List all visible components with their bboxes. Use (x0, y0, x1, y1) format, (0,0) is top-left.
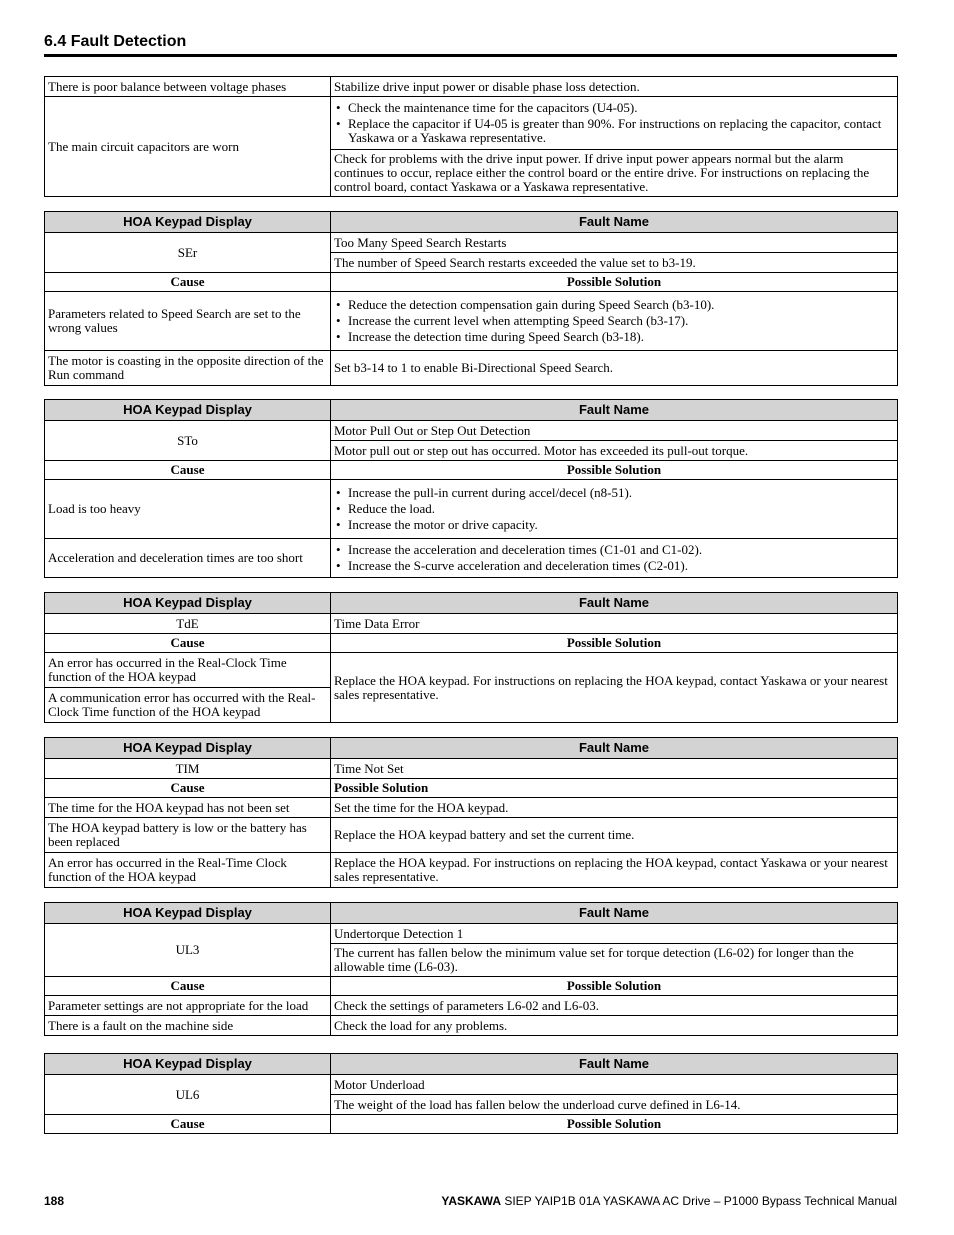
header-cause: Cause (45, 273, 331, 292)
header-solution: Possible Solution (331, 634, 898, 653)
fault-table-ul3 (44, 902, 898, 1036)
cause-cell: A communication error has occurred with the Real-Clock Time function of the HOA keypad (45, 688, 331, 723)
header-fault-name: Fault Name (331, 400, 898, 421)
fault-description: The current has fallen below the minimum value set for torque detection (L6-02) for longer than the allowable time (L6-03). (331, 944, 898, 977)
brand-name: YASKAWA (441, 1194, 501, 1208)
cause-cell: The motor is coasting in the opposite direction of the Run command (45, 351, 331, 386)
fault-table-tde (44, 592, 898, 723)
fault-name: Too Many Speed Search Restarts (331, 233, 898, 253)
header-cause: Cause (45, 779, 331, 798)
solution-bullet: • Increase the S-curve acceleration and deceleration times (C2-01). (334, 559, 894, 573)
header-solution: Possible Solution (331, 461, 898, 480)
table-row (45, 77, 898, 97)
fault-description: Motor pull out or step out has occurred. Motor has exceeded its pull-out torque. (331, 441, 898, 461)
fault-code: SEr (45, 233, 331, 273)
fault-table-tim (44, 737, 898, 888)
header-display: HOA Keypad Display (45, 903, 331, 924)
fault-table-sto (44, 399, 898, 578)
header-fault-name: Fault Name (331, 1054, 898, 1075)
cause-cell: Acceleration and deceleration times are too short (45, 539, 331, 578)
fault-name: Motor Pull Out or Step Out Detection (331, 421, 898, 441)
cause-cell: Parameter settings are not appropriate for the load (45, 996, 331, 1016)
header-fault-name: Fault Name (331, 738, 898, 759)
solution-cell: Replace the HOA keypad battery and set the current time. (331, 818, 898, 853)
fault-description: The number of Speed Search restarts exceeded the value set to b3-19. (331, 253, 898, 273)
cause-cell: The HOA keypad battery is low or the battery has been replaced (45, 818, 331, 853)
header-display: HOA Keypad Display (45, 593, 331, 614)
fault-name: Time Not Set (331, 759, 898, 779)
solution-bullet: • Increase the pull-in current during accel/decel (n8-51). (334, 486, 894, 500)
fault-name: Undertorque Detection 1 (331, 924, 898, 944)
solution-cell (331, 539, 898, 578)
solution-cell: Replace the HOA keypad. For instructions on replacing the HOA keypad, contact Yaskawa or your nearest sales representative. (331, 853, 898, 888)
fault-description: The weight of the load has fallen below the underload curve defined in L6-14. (331, 1095, 898, 1115)
cause-cell: An error has occurred in the Real-Clock Time function of the HOA keypad (45, 653, 331, 688)
solution-bullet: • Increase the acceleration and deceleration times (C1-01 and C1-02). (334, 543, 894, 557)
header-display: HOA Keypad Display (45, 738, 331, 759)
fault-table-ser (44, 211, 898, 386)
fault-code: UL6 (45, 1075, 331, 1115)
solution-cell (331, 97, 898, 150)
solution-cell: Set the time for the HOA keypad. (331, 798, 898, 818)
fault-name: Motor Underload (331, 1075, 898, 1095)
header-fault-name: Fault Name (331, 593, 898, 614)
fault-code: UL3 (45, 924, 331, 977)
solution-bullet: • Reduce the load. (334, 502, 894, 516)
solution-bullet: • Increase the motor or drive capacity. (334, 518, 894, 532)
solution-cell: Stabilize drive input power or disable phase loss detection. (331, 77, 898, 97)
fault-table-ul6 (44, 1053, 898, 1134)
solution-bullet: • Reduce the detection compensation gain during Speed Search (b3-10). (334, 298, 894, 312)
header-fault-name: Fault Name (331, 212, 898, 233)
cause-cell: The main circuit capacitors are worn (45, 97, 331, 197)
fault-code: STo (45, 421, 331, 461)
solution-bullet: • Check the maintenance time for the capacitors (U4-05). (334, 101, 894, 115)
cause-cell: An error has occurred in the Real-Time Clock function of the HOA keypad (45, 853, 331, 888)
section-title: 6.4 Fault Detection (44, 33, 187, 50)
cause-cell: Load is too heavy (45, 480, 331, 539)
cause-cell: There is a fault on the machine side (45, 1016, 331, 1036)
table-continuation (44, 76, 898, 197)
cause-cell: The time for the HOA keypad has not been set (45, 798, 331, 818)
header-display: HOA Keypad Display (45, 1054, 331, 1075)
document-title: SIEP YAIP1B 01A YASKAWA AC Drive – P1000 Bypass Technical Manual (501, 1194, 897, 1208)
header-solution: Possible Solution (331, 273, 898, 292)
fault-name: Time Data Error (331, 614, 898, 634)
document-reference (441, 1194, 897, 1208)
solution-cell (331, 480, 898, 539)
header-display: HOA Keypad Display (45, 400, 331, 421)
header-cause: Cause (45, 977, 331, 996)
title-rule (44, 54, 897, 57)
header-solution: Possible Solution (331, 977, 898, 996)
header-fault-name: Fault Name (331, 903, 898, 924)
cause-cell: Parameters related to Speed Search are set to the wrong values (45, 292, 331, 351)
solution-bullet: • Increase the current level when attempting Speed Search (b3-17). (334, 314, 894, 328)
solution-cell: Replace the HOA keypad. For instructions on replacing the HOA keypad, contact Yaskawa or your nearest sales representative. (331, 653, 898, 723)
cause-cell: There is poor balance between voltage phases (45, 77, 331, 97)
header-display: HOA Keypad Display (45, 212, 331, 233)
solution-cell: Check the settings of parameters L6-02 and L6-03. (331, 996, 898, 1016)
table-row (45, 97, 898, 150)
solution-cell (331, 292, 898, 351)
header-cause: Cause (45, 1115, 331, 1134)
solution-cell: Set b3-14 to 1 to enable Bi-Directional Speed Search. (331, 351, 898, 386)
solution-cell: Check the load for any problems. (331, 1016, 898, 1036)
header-solution: Possible Solution (331, 1115, 898, 1134)
solution-bullet: • Increase the detection time during Speed Search (b3-18). (334, 330, 894, 344)
header-solution: Possible Solution (331, 779, 898, 798)
header-cause: Cause (45, 634, 331, 653)
header-cause: Cause (45, 461, 331, 480)
solution-bullet: • Replace the capacitor if U4-05 is greater than 90%. For instructions on replacing the capacitor, contact Yaskawa or a Yaskawa representative. (334, 117, 894, 145)
page-number: 188 (44, 1194, 65, 1208)
solution-cell: Check for problems with the drive input power. If drive input power appears normal but the alarm continues to occur, replace either the control board or the entire drive. For instructions on replacing the control board, contact Yaskawa or a Yaskawa representative. (331, 150, 898, 197)
fault-code: TIM (45, 759, 331, 779)
fault-code: TdE (45, 614, 331, 634)
